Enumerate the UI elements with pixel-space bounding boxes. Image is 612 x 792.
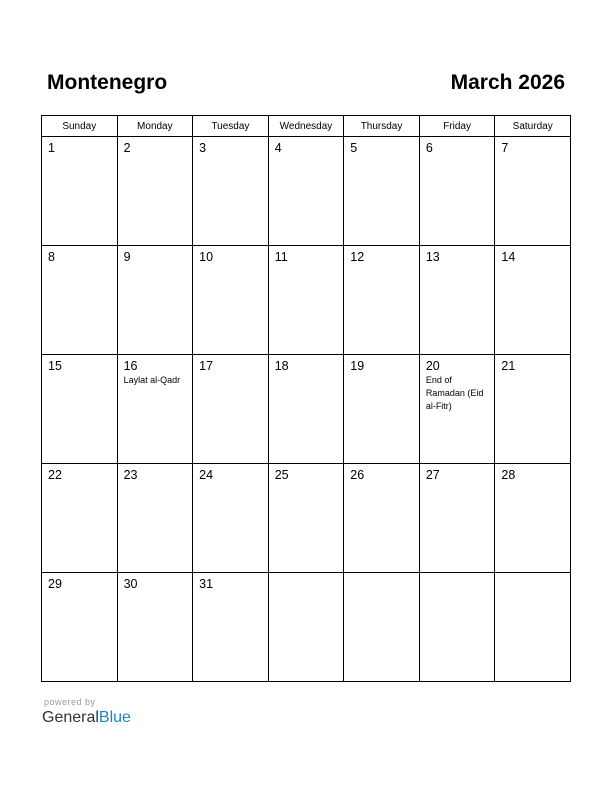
weekday-monday: Monday bbox=[117, 116, 193, 137]
generalblue-logo bbox=[42, 709, 131, 727]
week-row bbox=[42, 464, 571, 573]
day-number: 30 bbox=[123, 577, 138, 591]
day-cell bbox=[42, 137, 118, 246]
day-number: 20 bbox=[425, 359, 440, 373]
day-number: 5 bbox=[350, 141, 358, 155]
day-number: 23 bbox=[123, 468, 138, 482]
day-number: 3 bbox=[199, 141, 207, 155]
day-cell bbox=[419, 464, 495, 573]
weekday-saturday: Saturday bbox=[495, 116, 571, 137]
day-number: 12 bbox=[350, 250, 365, 264]
day-number: 17 bbox=[199, 359, 214, 373]
day-cell bbox=[495, 355, 571, 464]
week-row bbox=[42, 246, 571, 355]
day-number: 2 bbox=[123, 141, 131, 155]
day-number: 13 bbox=[425, 250, 440, 264]
holiday-label: End of Ramadan (Eid al-Fitr) bbox=[425, 375, 484, 411]
day-number: 24 bbox=[199, 468, 214, 482]
day-number: 1 bbox=[48, 141, 55, 155]
weekday-header-row bbox=[42, 116, 571, 137]
weekday-friday: Friday bbox=[419, 116, 495, 137]
day-cell bbox=[117, 355, 193, 464]
day-cell bbox=[42, 355, 118, 464]
day-cell bbox=[268, 246, 344, 355]
day-cell bbox=[193, 573, 269, 682]
day-cell bbox=[495, 246, 571, 355]
powered-by-label: powered by bbox=[44, 697, 96, 707]
day-cell bbox=[344, 137, 420, 246]
day-cell bbox=[344, 246, 420, 355]
day-cell bbox=[268, 573, 344, 682]
week-row bbox=[42, 355, 571, 464]
day-cell bbox=[344, 573, 420, 682]
week-row bbox=[42, 137, 571, 246]
day-number: 8 bbox=[48, 250, 55, 264]
day-cell bbox=[193, 464, 269, 573]
day-number: 26 bbox=[350, 468, 365, 482]
calendar-grid bbox=[41, 115, 571, 682]
day-cell bbox=[42, 464, 118, 573]
weekday-thursday: Thursday bbox=[344, 116, 420, 137]
weekday-sunday: Sunday bbox=[42, 116, 118, 137]
day-cell bbox=[344, 464, 420, 573]
weekday-tuesday: Tuesday bbox=[193, 116, 269, 137]
day-number: 29 bbox=[48, 577, 62, 591]
day-cell bbox=[419, 137, 495, 246]
day-cell bbox=[42, 573, 118, 682]
day-number: 9 bbox=[123, 250, 131, 264]
day-cell bbox=[495, 137, 571, 246]
day-cell bbox=[193, 137, 269, 246]
day-cell bbox=[117, 246, 193, 355]
week-row bbox=[42, 573, 571, 682]
day-number: 4 bbox=[274, 141, 282, 155]
day-number: 25 bbox=[274, 468, 289, 482]
day-number: 6 bbox=[425, 141, 433, 155]
holiday-label: Laylat al-Qadr bbox=[123, 375, 181, 385]
day-number: 19 bbox=[350, 359, 365, 373]
day-cell bbox=[117, 137, 193, 246]
weekday-wednesday: Wednesday bbox=[268, 116, 344, 137]
day-number: 18 bbox=[274, 359, 289, 373]
brand-general-text: General bbox=[42, 709, 99, 726]
day-cell bbox=[419, 246, 495, 355]
day-cell bbox=[344, 355, 420, 464]
day-cell bbox=[495, 464, 571, 573]
day-cell bbox=[42, 246, 118, 355]
day-cell bbox=[193, 355, 269, 464]
day-number: 15 bbox=[48, 359, 62, 373]
day-cell bbox=[117, 464, 193, 573]
day-number: 11 bbox=[274, 250, 288, 264]
country-title: Montenegro bbox=[47, 71, 168, 94]
day-number: 21 bbox=[501, 359, 516, 373]
day-cell bbox=[117, 573, 193, 682]
day-cell bbox=[268, 355, 344, 464]
month-title: March 2026 bbox=[450, 71, 565, 94]
brand-blue-text: Blue bbox=[98, 709, 131, 726]
day-number: 16 bbox=[123, 359, 138, 373]
day-number: 28 bbox=[501, 468, 516, 482]
day-cell bbox=[495, 573, 571, 682]
day-cell bbox=[193, 246, 269, 355]
day-cell bbox=[268, 464, 344, 573]
day-number: 27 bbox=[425, 468, 440, 482]
day-number: 31 bbox=[199, 577, 214, 591]
day-number: 10 bbox=[199, 250, 214, 264]
day-number: 14 bbox=[501, 250, 516, 264]
day-cell bbox=[419, 355, 495, 464]
day-number: 7 bbox=[501, 141, 509, 155]
day-number: 22 bbox=[48, 468, 62, 482]
day-cell bbox=[419, 573, 495, 682]
day-cell bbox=[268, 137, 344, 246]
